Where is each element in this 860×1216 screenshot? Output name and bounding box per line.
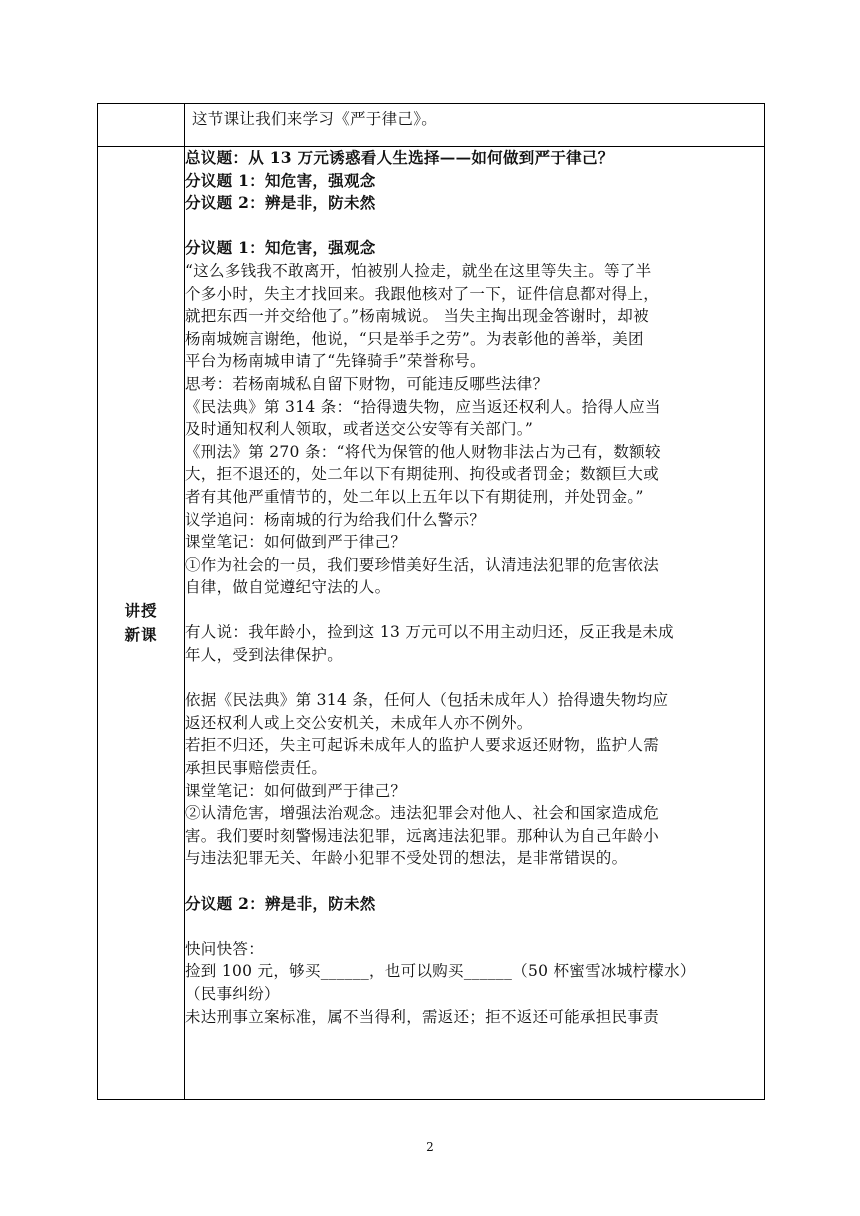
text-line: 课堂笔记：如何做到严于律己？ — [185, 533, 407, 552]
text-line: ②认清危害，增强法治观念。违法犯罪会对他人、社会和国家造成危 — [185, 804, 660, 823]
topic-heading: 分议题 2：辨是非，防未然 — [185, 893, 376, 913]
page-number: 2 — [426, 1140, 434, 1154]
text-line: 《民法典》第 314 条：“拾得遗失物，应当返还权利人。拾得人应当 — [185, 397, 661, 416]
text-line: 及时通知权利人领取，或者送交公安等有关部门。” — [185, 420, 534, 439]
lesson-table — [97, 103, 765, 1100]
text-line: 若拒不归还，失主可起诉未成年人的监护人要求返还财物，监护人需 — [185, 736, 660, 755]
text-line: 返还权利人或上交公安机关，未成年人亦不例外。 — [185, 713, 533, 732]
text-line: 依据《民法典》第 314 条，任何人（包括未成年人）拾得遗失物均应 — [185, 691, 669, 710]
text-line: ①作为社会的一员，我们要珍惜美好生活，认清违法犯罪的危害依法 — [185, 555, 660, 574]
section-label-line1: 讲授 — [124, 601, 158, 620]
text-line: 有人说：我年龄小，捡到这 13 万元可以不用主动归还，反正我是未成 — [185, 623, 674, 642]
lesson-content-cell — [185, 147, 765, 1100]
blank-line — [185, 215, 764, 238]
text-line: 捡到 100 元，够买______，也可以购买______（50 杯蜜雪冰城柠檬水） — [185, 962, 696, 981]
blank-line — [185, 667, 764, 690]
topic-heading: 分议题 1：知危害，强观念 — [185, 238, 376, 258]
text-line: 议学追问：杨南城的行为给我们什么警示？ — [185, 510, 486, 529]
text-line: 大，拒不退还的，处二年以下有期徒刑、拘役或者罚金；数额巨大或 — [185, 465, 660, 484]
text-line: （民事纠纷） — [185, 984, 280, 1003]
text-line: 思考：若杨南城私自留下财物，可能违反哪些法律？ — [185, 374, 549, 393]
text-line: 《刑法》第 270 条：“将代为保管的他人财物非法占为己有，数额较 — [185, 442, 661, 461]
text-line: 年人，受到法律保护。 — [185, 646, 344, 665]
topic-heading: 总议题：从 13 万元诱惑看人生选择——如何做到严于律己？ — [185, 148, 614, 167]
text-line: 承担民事赔偿责任。 — [185, 759, 328, 778]
text-line: 个多小时，失主才找回来。我跟他核对了一下，证件信息都对得上， — [185, 284, 660, 303]
text-line: 就把东西一并交给他了。”杨南城说。 当失主掏出现金答谢时，却被 — [185, 307, 649, 326]
row1-text: 这节课让我们来学习《严于律己》。 — [192, 110, 438, 128]
section-label-line2: 新课 — [124, 625, 158, 644]
row1-content-cell — [185, 104, 765, 147]
text-line: 未达刑事立案标准，属不当得利，需返还；拒不返还可能承担民事责 — [185, 1007, 660, 1026]
blank-line — [185, 870, 764, 893]
text-line: “这么多钱我不敢离开，怕被别人捡走，就坐在这里等失主。等了半 — [185, 261, 652, 280]
text-line: 快问快答： — [185, 939, 265, 958]
text-line: 者有其他严重情节的，处二年以上五年以下有期徒刑，并处罚金。” — [185, 487, 644, 506]
topic-heading: 分议题 1：知危害，强观念 — [185, 170, 376, 190]
topic-heading: 分议题 2：辨是非，防未然 — [185, 193, 376, 213]
blank-line — [185, 599, 764, 622]
text-line: 平台为杨南城申请了“先锋骑手”荣誉称号。 — [185, 352, 486, 371]
table-row — [98, 147, 765, 1100]
text-line: 与违法犯罪无关、年龄小犯罪不受处罚的想法，是非常错误的。 — [185, 849, 628, 868]
blank-line — [185, 915, 764, 938]
table-row — [98, 104, 765, 147]
text-line: 自律，做自觉遵纪守法的人。 — [185, 578, 391, 597]
text-line: 课堂笔记：如何做到严于律己？ — [185, 781, 407, 800]
text-line: 杨南城婉言谢绝，他说，“只是举手之劳”。为表彰他的善举，美团 — [185, 329, 644, 348]
row1-label-cell — [98, 104, 185, 147]
text-line: 害。我们要时刻警惕违法犯罪，远离违法犯罪。那种认为自己年龄小 — [185, 826, 660, 845]
section-label-cell — [98, 147, 185, 1100]
